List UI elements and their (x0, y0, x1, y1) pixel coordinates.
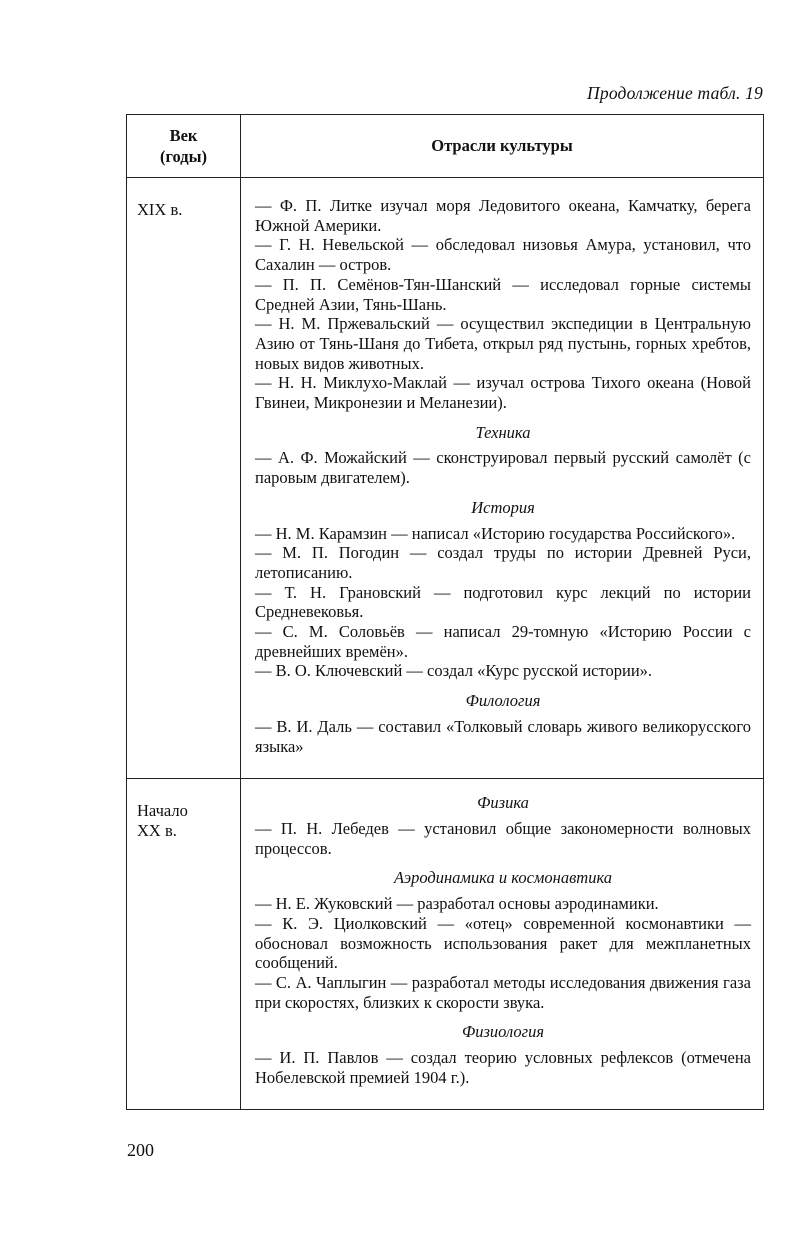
century-label: XX в. (137, 821, 177, 841)
section-title: Физиология (461, 1022, 545, 1042)
century-cell (127, 178, 241, 779)
entry-line: — С. А. Чаплыгин — разработал методы исследования движения газа при скоростях, близких к скорости звука. (255, 972, 751, 1012)
table-header-row (127, 115, 764, 178)
entry-line: — Н. Е. Жуковский — разработал основы аэродинамики. (255, 894, 659, 914)
entry-line: — К. Э. Циолковский — «отец» современной космонавтики — обосновал возможность использования ракет для межпланетных сообщений. (255, 913, 751, 973)
entry-line: — Н. Н. Миклухо-Маклай — изучал острова Тихого океана (Новой Гвинеи, Микронезии и Меланезии). (255, 373, 751, 413)
entry-line: — Н. М. Пржевальский — осуществил экспедиции в Центральную Азию от Тянь-Шаня до Тибета, открыл ряд пустынь, горных хребтов, новых видов животных. (255, 314, 751, 373)
section-title: Аэродинамика и космонавтика (393, 868, 613, 888)
section-title: Филология (465, 691, 541, 711)
entry-line: — В. О. Ключевский — создал «Курс русской истории». (255, 661, 653, 681)
entry-line: — В. И. Даль — составил «Толковый словарь живого великорусского языка» (255, 716, 751, 756)
entry-line: — А. Ф. Можайский — сконструировал первый русский самолёт (с паровым двигателем). (255, 448, 751, 488)
header-branches: Отрасли культуры (241, 115, 764, 178)
century-cell (127, 779, 241, 1110)
entry-line: — И. П. Павлов — создал теорию условных рефлексов (отмечена Нобелевской премией 1904 г.). (255, 1048, 751, 1087)
header-century-line: (годы) (159, 147, 208, 166)
branches-cell (241, 178, 764, 779)
century-label: Начало (137, 801, 188, 821)
page-number: 200 (127, 1140, 154, 1160)
header-century (127, 115, 241, 178)
branches-cell (241, 779, 764, 1110)
entry-line: — Ф. П. Литке изучал моря Ледовитого океана, Камчатку, берега Южной Америки. (255, 196, 751, 235)
century-label: XIX в. (137, 200, 183, 219)
section-title: Физика (477, 793, 529, 813)
table-continuation-caption: Продолжение табл. 19 (587, 83, 763, 103)
culture-table (126, 114, 764, 1110)
table-row (127, 178, 764, 779)
section-title: Техника (475, 422, 531, 442)
section-title: История (471, 497, 535, 517)
header-century-line: Век (169, 126, 198, 145)
entry-line: — П. П. Семёнов-Тян-Шанский — исследовал горные системы Средней Азии, Тянь-Шань. (255, 274, 751, 314)
entry-line: — П. Н. Лебедев — установил общие закономерности волновых процессов. (255, 818, 751, 858)
entry-line: — С. М. Соловьёв — написал 29-томную «Историю России с древнейших времён». (255, 622, 751, 661)
entry-line: — М. П. Погодин — создал труды по истории Древней Руси, летописанию. (255, 543, 751, 582)
entry-line: — Н. М. Карамзин — написал «Историю государства Российского». (255, 523, 736, 543)
entry-line: — Т. Н. Грановский — подготовил курс лекций по истории Средневековья. (255, 582, 751, 622)
entry-line: — Г. Н. Невельской — обследовал низовья Амура, установил, что Сахалин — остров. (255, 235, 751, 275)
table-row (127, 779, 764, 1110)
